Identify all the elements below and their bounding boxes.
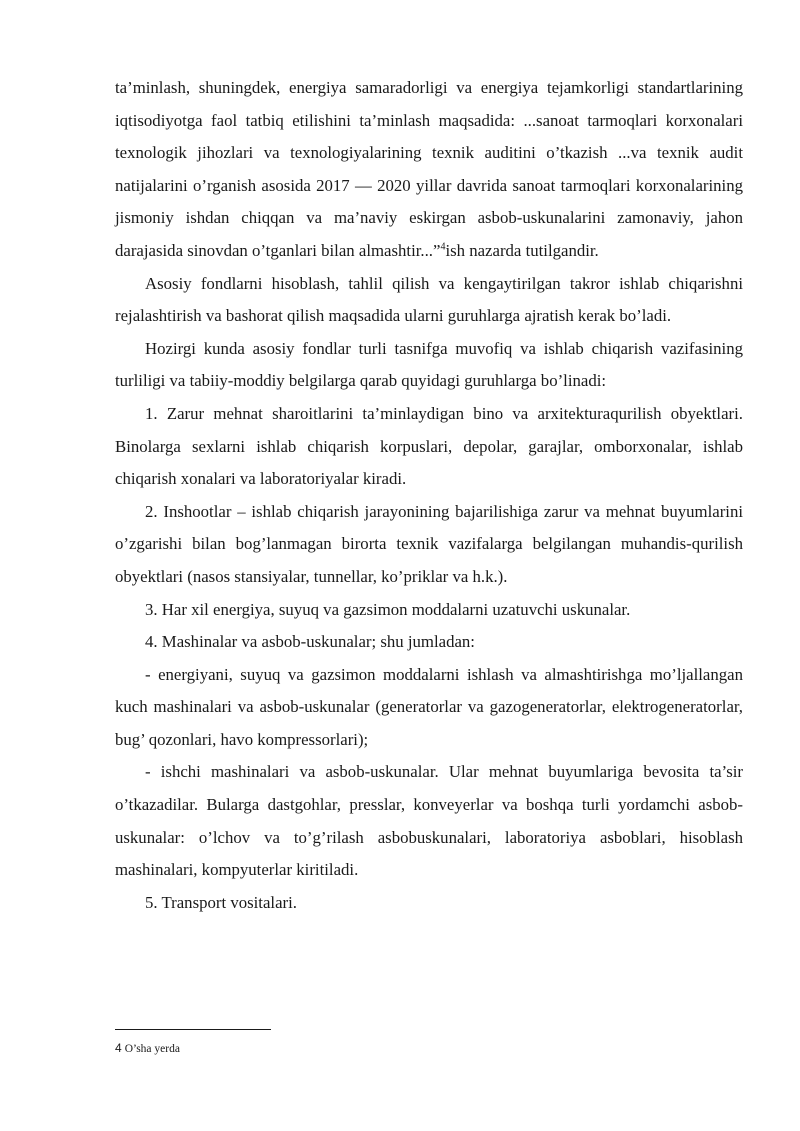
paragraph-1-text-continued: ish nazarda tutilgandir. xyxy=(445,240,599,260)
list-item-1: 1. Zarur mehnat sharoitlarini ta’minlaydigan bino va arxitekturaqurilish obyektlari. Binolarga sexlarni ishlab chiqarish korpuslari, depolar, garajlar, omborxonalar, ishlab chiqarish xonalari va laboratoriyalar kiradi. xyxy=(115,403,743,489)
footnote xyxy=(115,1040,180,1057)
footnote-reference[interactable]: 4 xyxy=(440,241,446,253)
footnote-separator xyxy=(115,1029,271,1030)
paragraph-1-text: ta’minlash, shuningdek, energiya samaradorligi va energiya tejamkorligi standartlarining iqtisodiyotga faol tatbiq etilishini ta’minlash maqsadida: ...sanoat tarmoqlari korxonalari texnologik jihozlari va texnologiyalarining texnik auditini o’tkazish ...va texnik audit natijalarini o’rganish asosida 2017 — 2020 yillar davrida sanoat tarmoqlari korxonalarining jismoniy ishdan chiqqan va ma’naviy eskirgan asbob-uskunalarini zamonaviy, jahon darajasida sinovdan o’tganlari bilan almashtir...” xyxy=(115,78,743,260)
page-body xyxy=(115,72,743,919)
list-item-5: 5. Transport vositalari. xyxy=(145,892,297,912)
sub-item-working-machines: - ishchi mashinalari va asbob-uskunalar. Ular mehnat buyumlariga bevosita ta’sir o’tkazadilar. Bularga dastgohlar, presslar, konveyerlar va boshqa turli yordamchi asbob-uskunalar: o’lchov va to’g’rilash asbobuskunalari, laboratoriya asboblari, hisoblash mashinalari, kompyuterlar kiritiladi. xyxy=(115,762,743,880)
paragraph-2: Asosiy fondlarni hisoblash, tahlil qilish va kengaytirilgan takror ishlab chiqarishni rejalashtirish va bashorat qilish maqsadida ularni guruhlarga ajratish kerak bo’ladi. xyxy=(115,273,743,326)
sub-item-power-machines: - energiyani, suyuq va gazsimon moddalarni ishlash va almashtirishga mo’ljallangan kuch mashinalari va asbob-uskunalar (generatorlar va gazogeneratorlar, elektrogeneratorlar, bug’ qozonlari, havo kompressorlari); xyxy=(115,664,743,749)
list-item-3: 3. Har xil energiya, suyuq va gazsimon moddalarni uzatuvchi uskunalar. xyxy=(145,599,631,619)
paragraph-1 xyxy=(115,72,743,268)
footnote-text: O’sha yerda xyxy=(124,1043,180,1055)
list-item-4: 4. Mashinalar va asbob-uskunalar; shu jumladan: xyxy=(145,632,475,652)
paragraph-3: Hozirgi kunda asosiy fondlar turli tasnifga muvofiq va ishlab chiqarish vazifasining turliligi va tabiiy-moddiy belgilarga qarab quyidagi guruhlarga bo’linadi: xyxy=(115,338,743,391)
list-item-2: 2. Inshootlar – ishlab chiqarish jarayonining bajarilishiga zarur va mehnat buyumlarini o’zgarishi bilan bog’lanmagan birorta texnik vazifalarga belgilangan muhandis-qurilish obyektlari (nasos stansiyalar, tunnellar, ko’priklar va h.k.). xyxy=(115,501,743,586)
footnote-number: 4 xyxy=(115,1041,122,1055)
